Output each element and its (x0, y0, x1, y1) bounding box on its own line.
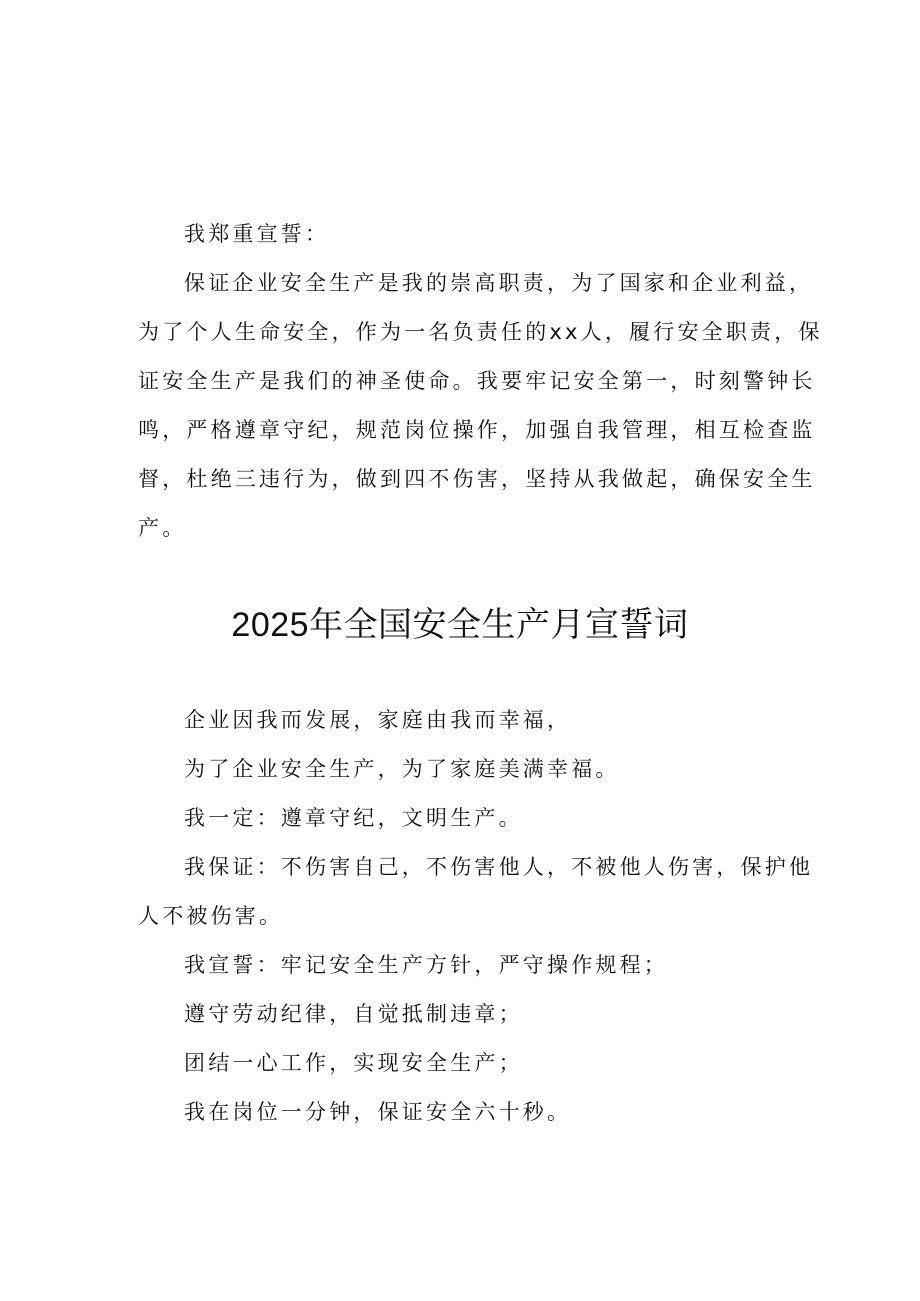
oath-body-line: 我宣誓：牢记安全生产方针，严守操作规程； (184, 953, 668, 977)
oath-body-line: 团结一心工作，实现安全生产； (184, 1051, 523, 1075)
oath-intro-line: 我郑重宣誓： (184, 222, 330, 246)
section-title: 2025年全国安全生产月宣誓词 (231, 606, 689, 644)
oath-intro-line: 保证企业安全生产是我的崇高职责，为了国家和企业利益， (184, 271, 814, 295)
oath-body-line: 我在岗位一分钟，保证安全六十秒。 (184, 1100, 572, 1124)
oath-intro-line: 鸣，严格遵章守纪，规范岗位操作，加强自我管理，相互检查监 (138, 418, 816, 442)
oath-body-line: 遵守劳动纪律，自觉抵制违章； (184, 1002, 523, 1026)
oath-body-section (138, 696, 814, 1137)
oath-intro-line: 证安全生产是我们的神圣使命。我要牢记安全第一，时刻警钟长 (138, 369, 816, 393)
oath-intro-line: 产。 (138, 516, 187, 540)
oath-body-line: 人不被伤害。 (138, 904, 284, 928)
oath-body-line: 企业因我而发展，家庭由我而幸福， (184, 708, 572, 732)
oath-body-line: 为了企业安全生产，为了家庭美满幸福。 (184, 757, 620, 781)
oath-body-line: 我一定：遵章守纪，文明生产。 (184, 806, 523, 830)
oath-intro-section (138, 210, 823, 553)
oath-intro-line: 督，杜绝三违行为，做到四不伤害，坚持从我做起，确保安全生 (138, 467, 816, 491)
oath-body-line: 我保证：不伤害自己，不伤害他人，不被他人伤害，保护他 (184, 855, 814, 879)
oath-intro-line: 为了个人生命安全，作为一名负责任的xx人，履行安全职责，保 (138, 320, 823, 344)
